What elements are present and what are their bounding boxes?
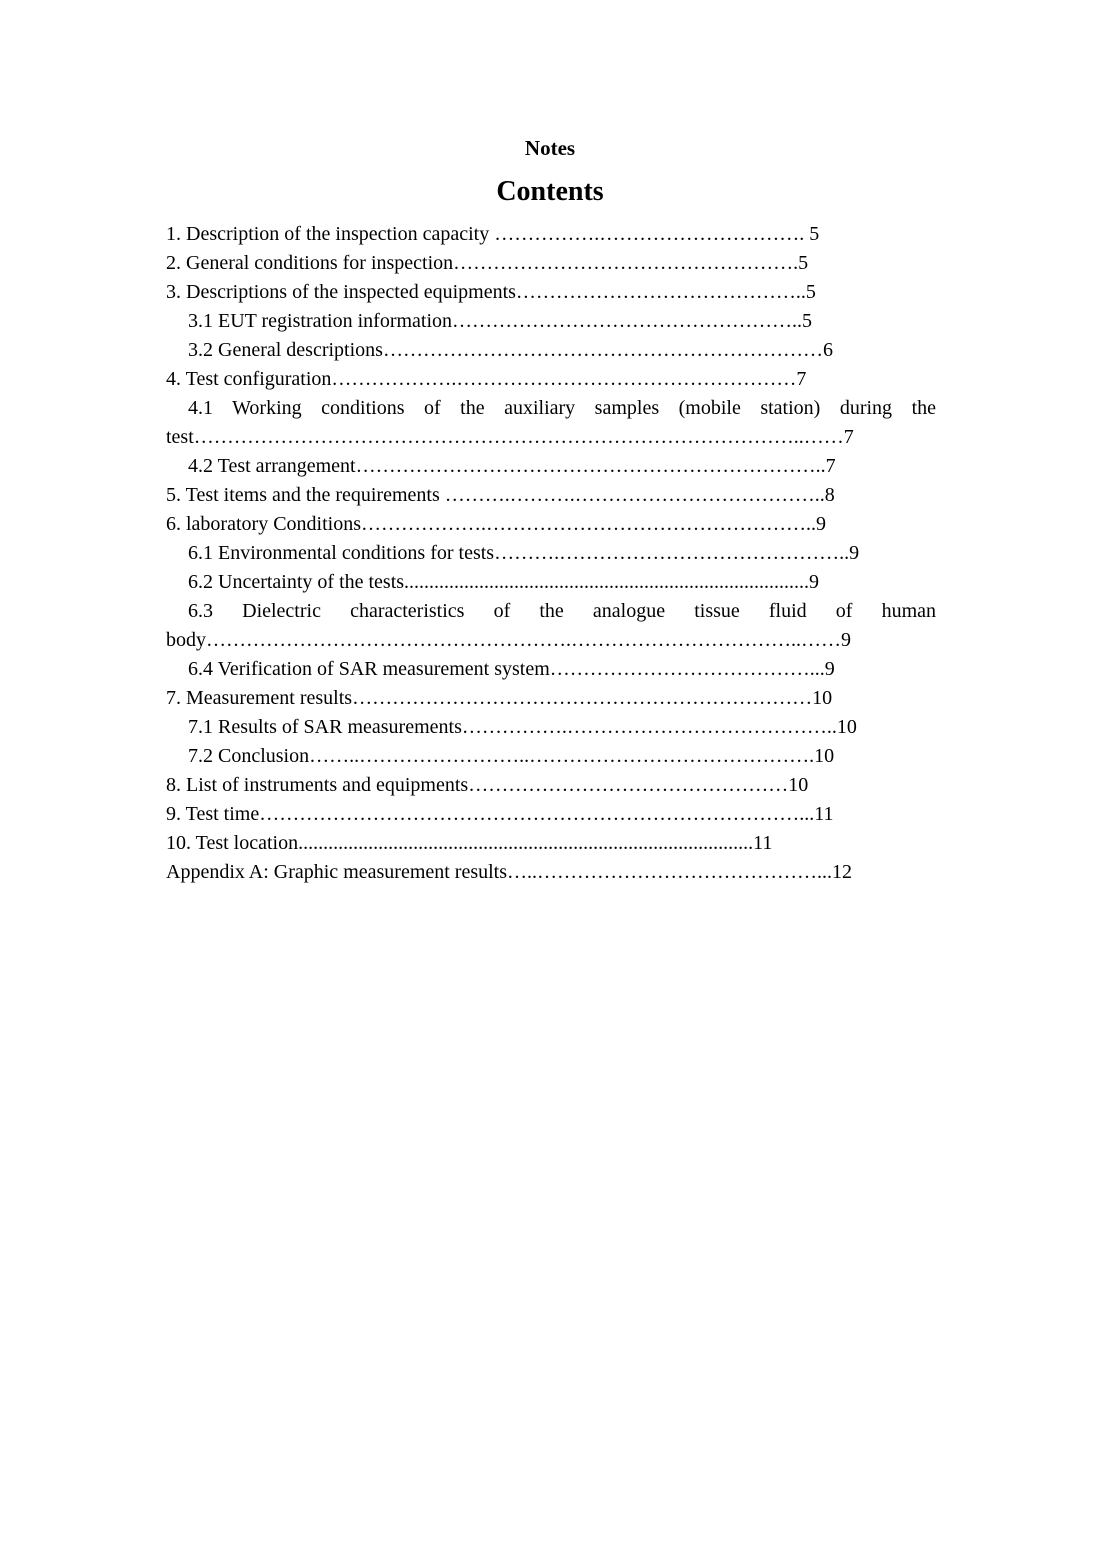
toc-entry-4-1[interactable]: 4.1 Working conditions of the auxiliary samples (mobile station) during the: [188, 397, 936, 419]
toc-entry-6-1[interactable]: 6.1 Environmental conditions for tests……….……………………………………..9: [188, 542, 860, 564]
toc-entry-6-4[interactable]: 6.4 Verification of SAR measurement system…………………………………...9: [188, 658, 835, 680]
table-of-contents: [166, 220, 936, 887]
toc-entry-appendix-a[interactable]: Appendix A: Graphic measurement results…..……………………………………...12: [166, 861, 853, 883]
toc-entry-3-2[interactable]: 3.2 General descriptions…………………………………………………………6: [188, 339, 833, 361]
toc-entry-6-3-continued[interactable]: body……………………………………………….……………………………..……9: [166, 629, 851, 651]
page-title: Contents: [496, 176, 604, 207]
toc-entry-7[interactable]: 7. Measurement results……………………………………………………………10: [166, 687, 833, 709]
toc-entry-4-1-continued[interactable]: test………………………………………………………………………………..……7: [166, 426, 854, 448]
toc-entry-3-1[interactable]: 3.1 EUT registration information……………………………………………..5: [188, 310, 813, 332]
toc-entry-5[interactable]: 5. Test items and the requirements ……….……….………………………………..8: [166, 484, 835, 506]
toc-entry-7-1[interactable]: 7.1 Results of SAR measurements…………….…………………………………..10: [188, 716, 857, 738]
toc-entry-6-3[interactable]: 6.3 Dielectric characteristics of the analogue tissue fluid of human: [188, 600, 936, 622]
toc-entry-8[interactable]: 8. List of instruments and equipments…………………………………………10: [166, 774, 809, 796]
toc-entry-1[interactable]: 1. Description of the inspection capacity …………….…………………………. 5: [166, 223, 820, 245]
toc-entry-3[interactable]: 3. Descriptions of the inspected equipments……………………………………..5: [166, 281, 816, 303]
toc-entry-9[interactable]: 9. Test time………………………………………………………………………...11: [166, 803, 834, 825]
toc-entry-10[interactable]: 10. Test location...........................................................................................11: [166, 832, 773, 854]
toc-entry-6[interactable]: 6. laboratory Conditions……………….…………………………………………..9: [166, 513, 826, 535]
toc-entry-4[interactable]: 4. Test configuration……………….……………………………………………7: [166, 368, 807, 390]
toc-entry-6-2[interactable]: 6.2 Uncertainty of the tests.................................................................................9: [188, 571, 820, 593]
notes-heading: Notes: [524, 136, 576, 160]
toc-entry-7-2[interactable]: 7.2 Conclusion……..……………………..…………………………………….10: [188, 745, 835, 767]
toc-entry-4-2[interactable]: 4.2 Test arrangement……………………………………………………………..7: [188, 455, 836, 477]
toc-entry-2[interactable]: 2. General conditions for inspection…………………………………………….5: [166, 252, 809, 274]
